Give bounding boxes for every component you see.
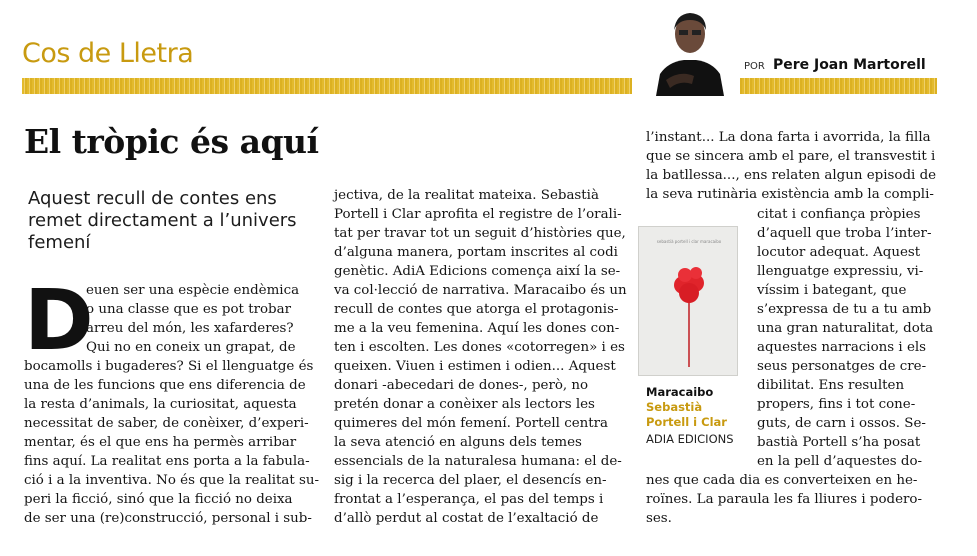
book-author: Portell i Clar <box>646 415 727 429</box>
book-cover-image <box>638 226 738 376</box>
body-line: la seva atenció en alguns dels temes <box>334 435 582 450</box>
body-line: que se sincera amb el pare, el transvestit i <box>646 149 936 164</box>
body-line: ten i escolten. Les dones «cotorregen» i es <box>334 340 625 355</box>
body-line: la batllessa..., ens relaten algun episodi de <box>646 168 937 183</box>
author-photo <box>646 4 732 96</box>
body-line: jectiva, de la realitat mateixa. Sebastià <box>334 188 599 203</box>
body-line: aquestes narracions i els <box>757 340 927 355</box>
body-line: frontat a l’esperança, el pas del temps i <box>334 492 604 507</box>
body-line: tat per travar tot un seguit d’històries que, <box>334 226 626 241</box>
body-line: queixen. Viuen i estimen i odien... Aquest <box>334 359 616 374</box>
byline-author: Pere Joan Martorell <box>772 57 926 73</box>
article-deck <box>28 188 323 254</box>
flower-petal <box>678 268 692 282</box>
body-line: de ser una (re)construcció, personal i sub- <box>24 511 312 526</box>
section-title: Cos de Lletra <box>22 38 194 69</box>
body-line: euen ser una espècie endèmica <box>86 283 300 298</box>
body-line: me a la veu femenina. Aquí les dones con- <box>334 321 620 336</box>
book-cover-art <box>639 227 739 377</box>
body-line: Qui no en coneix un grapat, de <box>86 340 296 355</box>
header-band <box>22 78 937 94</box>
body-line: una gran naturalitat, dota <box>757 321 934 336</box>
body-line: s’expressa de tu a tu amb <box>757 302 932 317</box>
body-column-1-wrap <box>86 281 299 357</box>
body-line: ses. <box>646 511 672 526</box>
body-line: o una classe que es pot trobar <box>86 302 291 317</box>
article-headline: El tròpic és aquí <box>24 122 319 161</box>
body-line: l’instant... La dona farta i avorrida, la filla <box>646 130 931 145</box>
body-line: d’alguna manera, portam inscrites al codi <box>334 245 618 260</box>
book-title: Maracaibo <box>646 385 714 399</box>
deck-line: remet directament a l’univers <box>28 210 297 231</box>
byline-prefix: POR <box>744 61 765 72</box>
body-line: en la pell d’aquestes do- <box>757 454 923 469</box>
body-line: bocamolls i bugaderes? Si el llenguatge és <box>24 359 314 374</box>
body-column-3-top <box>646 128 936 204</box>
flower-petal <box>690 267 702 279</box>
body-line: ció i a la inventiva. No és que la realitat su- <box>24 473 320 488</box>
body-line: peri la ficció, sinó que la ficció no deixa <box>24 492 293 507</box>
body-line: nes que cada dia es converteixen en he- <box>646 473 918 488</box>
body-line: fins aquí. La realitat ens porta a la fabula- <box>24 454 310 469</box>
drop-cap: D <box>24 271 94 369</box>
body-line: quimeres del món femení. Portell centra <box>334 416 609 431</box>
body-column-3-side <box>757 205 933 471</box>
body-line: recull de contes que atorga el protagonis- <box>334 302 619 317</box>
book-author: Sebastià <box>646 400 703 414</box>
body-line: citat i confiança pròpies <box>757 207 921 222</box>
deck-line: femení <box>28 232 91 253</box>
body-line: donari -abecedari de dones-, però, no <box>334 378 589 393</box>
body-line: essencials de la naturalesa humana: el de- <box>334 454 622 469</box>
body-line: la seva rutinària existència amb la compli- <box>646 187 934 202</box>
body-line: mentar, és el que ens ha permès arribar <box>24 435 297 450</box>
flower-petal <box>679 283 699 303</box>
body-line: va col·lecció de narrativa. Maracaibo és un <box>334 283 627 298</box>
body-line: seus personatges de cre- <box>757 359 927 374</box>
body-column-2 <box>334 186 627 528</box>
body-line: d’allò perdut al costat de l’exaltació de <box>334 511 599 526</box>
body-line: genètic. AdiA Edicions comença així la se- <box>334 264 621 279</box>
body-line: una de les funcions que ens diferencia de <box>24 378 306 393</box>
body-line: sig i la recerca del plaer, el desencís en- <box>334 473 607 488</box>
body-line: propers, fins i tot cone- <box>757 397 916 412</box>
book-publisher: ADIA EDICIONS <box>646 432 734 446</box>
body-column-1 <box>24 357 319 528</box>
body-line: dibilitat. Ens resulten <box>757 378 905 393</box>
cover-text: sebastià portell i clar maracaibo <box>656 239 722 244</box>
body-line: arreu del món, les xafarderes? <box>86 321 294 336</box>
body-line: Portell i Clar aprofita el registre de l’orali- <box>334 207 622 222</box>
body-column-3-bottom <box>646 471 922 528</box>
body-line: llenguatge expressiu, vi- <box>757 264 924 279</box>
body-line: víssim i bategant, que <box>757 283 907 298</box>
body-line: locutor adequat. Aquest <box>757 245 921 260</box>
body-line: guts, de carn i ossos. Se- <box>757 416 926 431</box>
body-line: necessitat de saber, de conèixer, d’experi- <box>24 416 309 431</box>
deck-line: Aquest recull de contes ens <box>28 188 277 209</box>
byline <box>744 54 926 73</box>
book-caption <box>646 384 734 448</box>
body-line: la resta d’animals, la curiositat, aquesta <box>24 397 297 412</box>
body-line: bastià Portell s’ha posat <box>757 435 921 450</box>
body-line: d’aquell que troba l’inter- <box>757 226 932 241</box>
body-line: pretén donar a conèixer als lectors les <box>334 397 595 412</box>
body-line: roïnes. La paraula les fa lliures i podero- <box>646 492 923 507</box>
